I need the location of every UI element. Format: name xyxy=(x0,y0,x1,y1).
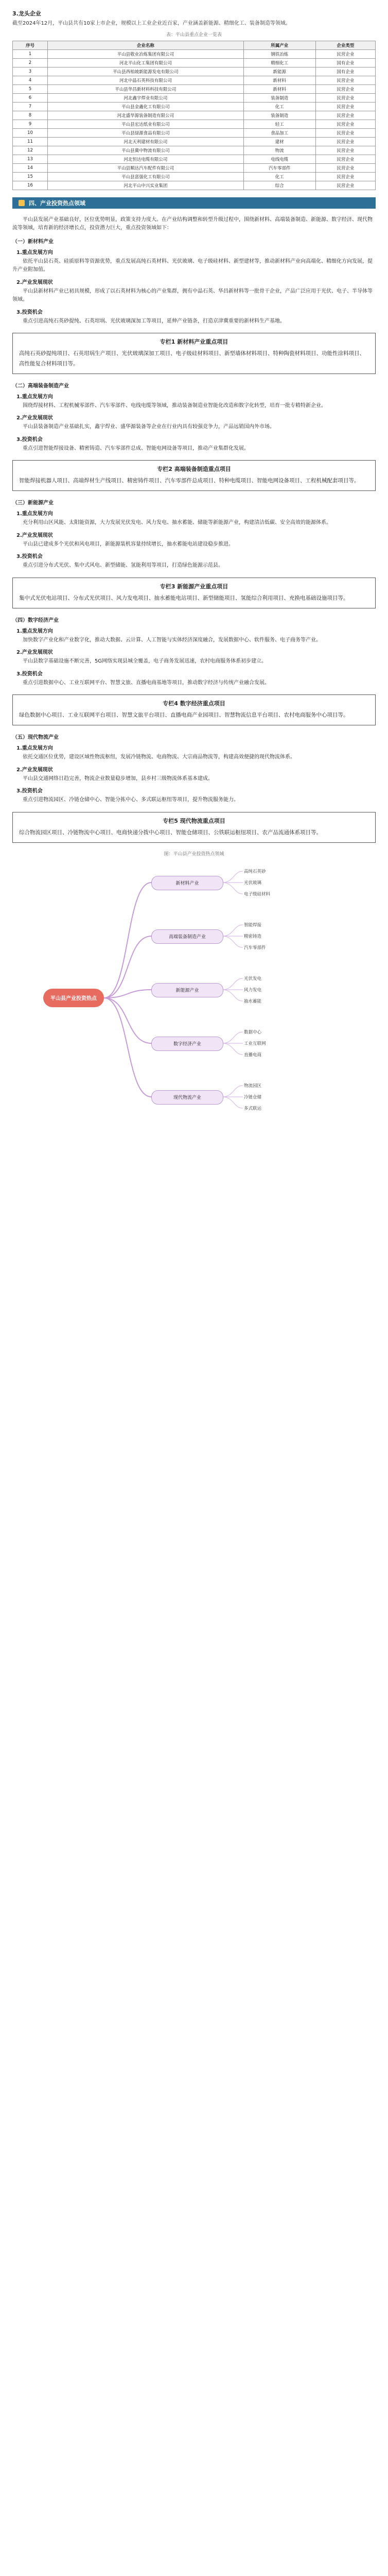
banner-icon xyxy=(19,200,25,206)
table-cell: 平山县金鑫化工有限公司 xyxy=(47,102,243,111)
mindmap-leaf-connector xyxy=(222,925,243,936)
project-box-title: 专栏5 现代物流重点项目 xyxy=(163,817,225,824)
table-header-cell: 所属产业 xyxy=(243,41,315,49)
intro-paragraph: 平山县发展产业基础良好，区位优势明显，政策支持力度大。在产业结构调整和转型升级过程中，围绕新材料、高端装备制造、新能源、数字经济、现代物流等领域，培育新的经济增长点，投资潜力巨大，重点投资领域如下： xyxy=(12,216,373,231)
table-row xyxy=(13,146,376,155)
subsection-title: 1.重点发展方向 xyxy=(16,394,53,400)
mindmap-leaf: 抽水蓄能 xyxy=(244,998,262,1004)
section-title: （二）高端装备制造产业 xyxy=(12,383,69,389)
section-title: （四）数字经济产业 xyxy=(12,617,59,623)
table-cell: 河北盛华源装备制造有限公司 xyxy=(47,111,243,120)
intro-text: 截至2024年12月，平山县共有10家上市企业，规模以上工业企业近百家，产业涵盖新能源、精细化工、装备制造等领域。 xyxy=(12,21,291,26)
subsection-paragraph: 重点引进分布式光伏、集中式风电、新型储能、氢能利用等项目，打造绿色能源示范县。 xyxy=(23,563,223,569)
table-cell: 民营企业 xyxy=(315,155,375,163)
table-cell: 民营企业 xyxy=(315,128,375,137)
subsection-paragraph: 充分利用山区风能、太阳能资源，大力发展光伏发电、风力发电、抽水蓄能、储能等新能源产业，构建清洁低碳、安全高效的能源体系。 xyxy=(23,520,331,526)
mindmap-leaf-connector xyxy=(222,1032,243,1043)
table-cell: 物流 xyxy=(243,146,315,155)
table-cell: 16 xyxy=(13,181,48,190)
project-box-text: 集中式光伏电站项目、分布式光伏项目、风力发电项目、抽水蓄能电站项目、新型储能项目、氢能综合利用项目、充换电基础设施项目等。 xyxy=(19,595,349,601)
table-row xyxy=(13,102,376,111)
table-cell: 平山县富强化工有限公司 xyxy=(47,172,243,181)
subsection-paragraph: 重点引进智能焊接设备、精密铸造、汽车零部件总成、智能电网设备等项目，推动产业集群化发展。 xyxy=(23,445,249,451)
table-cell: 14 xyxy=(13,163,48,172)
table-cell: 8 xyxy=(13,111,48,120)
mindmap-branch-node: 高端装备制造产业 xyxy=(151,929,223,944)
table-cell: 7 xyxy=(13,102,48,111)
table-body xyxy=(13,49,376,190)
section-title: （五）现代物流产业 xyxy=(12,735,59,741)
mindmap-leaf: 数据中心 xyxy=(244,1029,262,1035)
table-row xyxy=(13,58,376,67)
table-cell: 民营企业 xyxy=(315,93,375,102)
subsection-title: 1.重点发展方向 xyxy=(16,745,53,752)
table-cell: 民营企业 xyxy=(315,181,375,190)
table-cell: 12 xyxy=(13,146,48,155)
table-cell: 平山县绿源食品有限公司 xyxy=(47,128,243,137)
table-row xyxy=(13,155,376,163)
table-cell: 民营企业 xyxy=(315,120,375,128)
table-cell: 民营企业 xyxy=(315,163,375,172)
table-cell: 民营企业 xyxy=(315,137,375,146)
table-cell: 装备制造 xyxy=(243,93,315,102)
project-box-text: 高纯石英砂提纯项目、石英坩埚生产项目、光伏玻璃深加工项目、电子级硅材料项目、新型墙体材料项目、特种陶瓷材料项目、功能性涂料项目、高性能复合材料项目等。 xyxy=(19,350,365,367)
project-box xyxy=(12,460,376,491)
table-cell: 新材料 xyxy=(243,84,315,93)
mindmap-leaf: 智能焊接 xyxy=(244,922,262,928)
table-cell: 平山县西柏坡新能源发电有限公司 xyxy=(47,67,243,76)
table-header-cell: 企业类型 xyxy=(315,41,375,49)
project-box xyxy=(12,812,376,843)
subsection-title: 1.重点发展方向 xyxy=(16,511,53,517)
subsection-title: 2.产业发展现状 xyxy=(16,415,53,421)
mindmap-leaf-connector xyxy=(222,1086,243,1097)
mindmap-branch-node: 新能源产业 xyxy=(151,983,223,997)
table-header-cell: 企业名称 xyxy=(47,41,243,49)
subsection-title: 2.产业发展现状 xyxy=(16,279,53,285)
mindmap-leaf: 电子级硅材料 xyxy=(244,891,271,897)
table-cell: 10 xyxy=(13,128,48,137)
mindmap-leaf: 直播电商 xyxy=(244,1052,262,1058)
subsection-title: 2.产业发展现状 xyxy=(16,532,53,538)
table-caption: 表：平山县重点企业一览表 xyxy=(166,32,222,38)
table-cell: 建材 xyxy=(243,137,315,146)
table-cell: 平山县宏达纸业有限公司 xyxy=(47,120,243,128)
subsection-title: 3.投资机会 xyxy=(16,671,43,677)
banner-label: 四、产业投资热点领域 xyxy=(29,199,85,207)
subsection-paragraph: 依托平山县石英、硅质原料等资源优势，重点发展高纯石英材料、光伏玻璃、电子级硅材料、新型建材等，推动新材料产业向高端化、精细化方向发展，提升产业附加值。 xyxy=(12,258,373,273)
table-cell: 新能源 xyxy=(243,67,315,76)
mindmap-leaf-connector xyxy=(222,936,243,947)
table-header-cell: 序号 xyxy=(13,41,48,49)
table-cell: 河北平山中兴实业集团 xyxy=(47,181,243,190)
table-cell: 民营企业 xyxy=(315,84,375,93)
table-cell: 河北鑫宇焊业有限公司 xyxy=(47,93,243,102)
table-row xyxy=(13,93,376,102)
table-cell: 平山县敬业冶炼集团有限公司 xyxy=(47,49,243,58)
subsection-paragraph: 平山县装备制造产业基础扎实，鑫宇焊业、盛华源装备等企业在行业内具有较强竞争力，产品远销国内外市场。 xyxy=(23,424,275,430)
table-cell: 河北天利建材有限公司 xyxy=(47,137,243,146)
table-cell: 5 xyxy=(13,84,48,93)
mindmap-connector xyxy=(104,936,151,998)
project-box xyxy=(12,694,376,725)
mindmap xyxy=(12,862,376,1150)
table-row xyxy=(13,111,376,120)
mindmap-branch-node: 新材料产业 xyxy=(151,876,223,890)
subsection-title: 1.重点发展方向 xyxy=(16,249,53,256)
subsection-paragraph: 依托交通区位优势，建设区域性物流枢纽，发展冷链物流、电商物流、大宗商品物流等，构建高效便捷的现代物流体系。 xyxy=(23,754,295,760)
project-box-title: 专栏2 高端装备制造重点项目 xyxy=(157,466,231,473)
table-cell: 综合 xyxy=(243,181,315,190)
mindmap-caption: 图：平山县产业投资热点领域 xyxy=(164,851,224,857)
table-cell: 轻工 xyxy=(243,120,315,128)
subsection-title: 1.重点发展方向 xyxy=(16,628,53,634)
table-row xyxy=(13,163,376,172)
table-cell: 2 xyxy=(13,58,48,67)
table-row xyxy=(13,67,376,76)
table-cell: 电线电缆 xyxy=(243,155,315,163)
subsection-title: 2.产业发展现状 xyxy=(16,767,53,773)
project-box-text: 综合物流园区项目、冷链物流中心项目、电商快递分拨中心项目、智能仓储项目、公铁联运枢纽项目、农产品流通体系项目等。 xyxy=(19,829,322,836)
subsection-title: 3.投资机会 xyxy=(16,554,43,560)
subsection-paragraph: 围绕焊接材料、工程机械零部件、汽车零部件、电线电缆等领域，推动装备制造业智能化改造和数字化转型，培育一批专精特新企业。 xyxy=(23,402,326,409)
table-cell: 化工 xyxy=(243,172,315,181)
mindmap-leaf-connector xyxy=(222,883,243,894)
table-cell: 精细化工 xyxy=(243,58,315,67)
table-cell: 民营企业 xyxy=(315,76,375,84)
sections-container xyxy=(12,237,376,843)
table-cell: 国有企业 xyxy=(315,58,375,67)
subsection-paragraph: 加快数字产业化和产业数字化，推动大数据、云计算、人工智能与实体经济深度融合，发展数据中心、软件服务、电子商务等产业。 xyxy=(23,637,321,643)
project-box-title: 专栏4 数字经济重点项目 xyxy=(163,700,225,707)
table-cell: 食品加工 xyxy=(243,128,315,137)
section-title: （三）新能源产业 xyxy=(12,500,54,506)
table-cell: 国有企业 xyxy=(315,67,375,76)
table-cell: 平山县华昌新材料科技有限公司 xyxy=(47,84,243,93)
mindmap-leaf: 汽车零部件 xyxy=(244,945,266,951)
table-cell: 河北恒达电缆有限公司 xyxy=(47,155,243,163)
table-row xyxy=(13,84,376,93)
table-cell: 平山县冀中物流有限公司 xyxy=(47,146,243,155)
table-cell: 新材料 xyxy=(243,76,315,84)
subsection-title: 3.投资机会 xyxy=(16,436,43,443)
table-header-row xyxy=(13,41,376,49)
table-cell: 民营企业 xyxy=(315,172,375,181)
subsection-paragraph: 重点引进高纯石英砂提纯、石英坩埚、光伏玻璃深加工等项目，延伸产业链条，打造京津冀重要的新材料生产基地。 xyxy=(23,318,285,324)
table-cell: 民营企业 xyxy=(315,49,375,58)
subsection-title: 3.投资机会 xyxy=(16,309,43,315)
mindmap-leaf-connector xyxy=(222,990,243,1001)
mindmap-connector xyxy=(104,883,151,998)
table-cell: 钢铁冶炼 xyxy=(243,49,315,58)
project-box xyxy=(12,333,376,374)
table-cell: 4 xyxy=(13,76,48,84)
table-cell: 河北平山化工集团有限公司 xyxy=(47,58,243,67)
project-box-text: 绿色数据中心项目、工业互联网平台项目、智慧文旅平台项目、直播电商产业园项目、智慧物流信息平台项目、农村电商服务中心项目等。 xyxy=(19,712,349,719)
table-row xyxy=(13,137,376,146)
mindmap-leaf: 精密铸造 xyxy=(244,934,262,939)
subsection-paragraph: 平山县数字基础设施不断完善，5G网络实现县城全覆盖，电子商务发展迅速，农村电商服务体系初步建立。 xyxy=(23,658,267,665)
table-cell: 3 xyxy=(13,67,48,76)
table-cell: 汽车零部件 xyxy=(243,163,315,172)
subsection-paragraph: 重点引进数据中心、工业互联网平台、智慧文旅、直播电商基地等项目，推动数字经济与传统产业融合发展。 xyxy=(23,680,270,686)
subsection-paragraph: 平山县新材料产业已初具规模，形成了以石英材料为核心的产业集群，拥有中晶石英、华昌新材料等一批骨干企业，产品广泛应用于光伏、电子、半导体等领域。 xyxy=(12,288,373,302)
mindmap-leaf: 高纯石英砂 xyxy=(244,869,266,874)
table-cell: 装备制造 xyxy=(243,111,315,120)
mindmap-branch-node: 数字经济产业 xyxy=(151,1037,223,1051)
table-cell: 6 xyxy=(13,93,48,102)
mindmap-leaf: 工业互联网 xyxy=(244,1041,266,1046)
section-title: （一）新材料产业 xyxy=(12,239,54,245)
table-row xyxy=(13,49,376,58)
table-cell: 平山县顺达汽车配件有限公司 xyxy=(47,163,243,172)
section-banner xyxy=(12,197,376,209)
mindmap-connector xyxy=(104,998,151,1097)
table-cell: 15 xyxy=(13,172,48,181)
table-row xyxy=(13,181,376,190)
section-heading: 3.龙头企业 xyxy=(12,10,41,17)
project-box xyxy=(12,578,376,608)
mindmap-leaf: 风力发电 xyxy=(244,987,262,993)
subsection-paragraph: 平山县交通网络日趋完善，物流企业数量稳步增加，县乡村三级物流体系基本建成。 xyxy=(23,775,213,782)
project-box-text: 智能焊接机器人项目、高端焊材生产线项目、精密铸件项目、汽车零部件总成项目、特种电缆项目、智能电网设备项目、工程机械配套项目等。 xyxy=(19,478,360,484)
project-box-title: 专栏1 新材料产业重点项目 xyxy=(160,338,228,345)
table-row xyxy=(13,76,376,84)
table-cell: 11 xyxy=(13,137,48,146)
mindmap-leaf-connector xyxy=(222,978,243,990)
mindmap-leaf: 多式联运 xyxy=(244,1106,262,1111)
subsection-paragraph: 平山县已建成多个光伏和风电项目，新能源装机容量持续增长，抽水蓄能电站建设稳步推进。 xyxy=(23,541,234,547)
table-cell: 1 xyxy=(13,49,48,58)
table-cell: 9 xyxy=(13,120,48,128)
table-cell: 13 xyxy=(13,155,48,163)
mindmap-leaf: 物流园区 xyxy=(244,1083,262,1089)
table-row xyxy=(13,172,376,181)
mindmap-leaf-connector xyxy=(222,1043,243,1055)
table-row xyxy=(13,120,376,128)
table-cell: 民营企业 xyxy=(315,111,375,120)
table-row xyxy=(13,128,376,137)
mindmap-center-node: 平山县产业投资热点 xyxy=(43,989,104,1007)
subsection-title: 2.产业发展现状 xyxy=(16,650,53,656)
mindmap-branch-node: 现代物流产业 xyxy=(151,1090,223,1105)
project-box-title: 专栏3 新能源产业重点项目 xyxy=(160,583,228,590)
table-cell: 河北中晶石英科技有限公司 xyxy=(47,76,243,84)
mindmap-leaf: 光伏玻璃 xyxy=(244,880,262,886)
mindmap-leaf: 光伏发电 xyxy=(244,976,262,981)
mindmap-leaf-connector xyxy=(222,1097,243,1108)
table-cell: 民营企业 xyxy=(315,102,375,111)
subsection-title: 3.投资机会 xyxy=(16,788,43,794)
table-cell: 民营企业 xyxy=(315,146,375,155)
mindmap-leaf: 冷链仓储 xyxy=(244,1094,262,1100)
mindmap-connector xyxy=(104,998,151,1043)
enterprise-table xyxy=(12,41,376,190)
subsection-paragraph: 重点引进物流园区、冷链仓储中心、智能分拣中心、多式联运枢纽等项目，提升物流服务能力。 xyxy=(23,797,239,803)
table-cell: 化工 xyxy=(243,102,315,111)
mindmap-leaf-connector xyxy=(222,871,243,883)
